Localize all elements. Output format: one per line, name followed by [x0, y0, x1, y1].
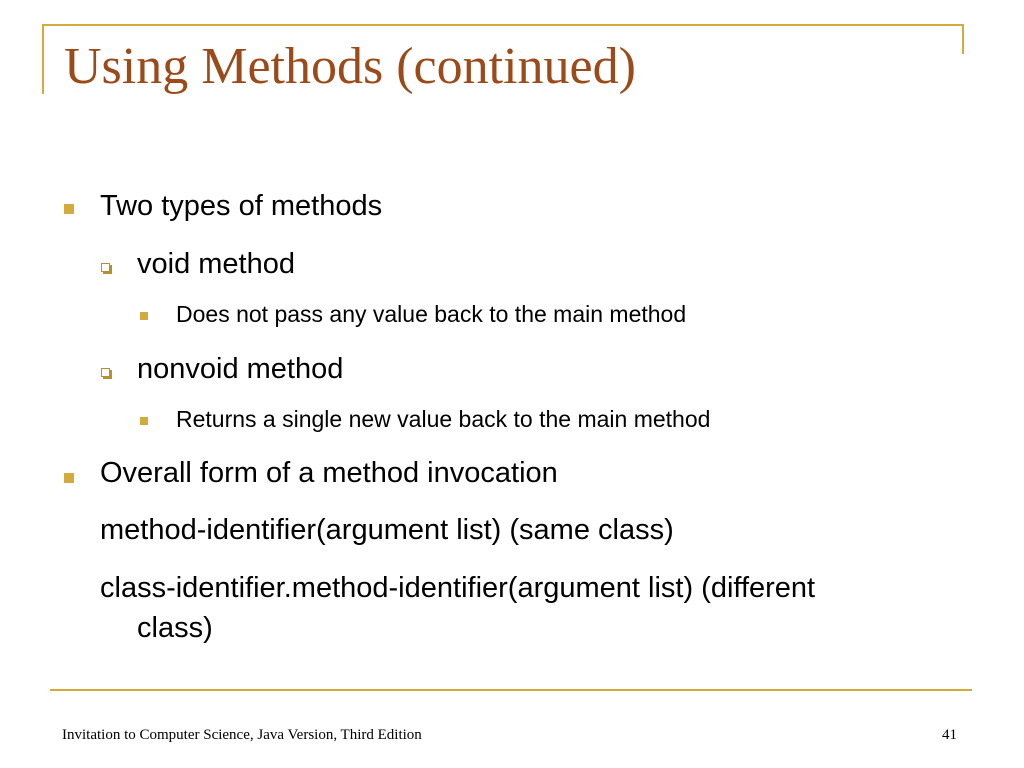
bullet-text: Overall form of a method invocation — [100, 457, 558, 489]
bullet-text: Does not pass any value back to the main method — [176, 301, 687, 327]
bullet-text: Returns a single new value back to the main method — [176, 406, 711, 432]
bullet-text: Two types of methods — [100, 190, 383, 222]
square-bullet-icon — [140, 312, 148, 320]
slide-title: Using Methods (continued) — [64, 38, 636, 95]
bullet-text: class) — [137, 612, 213, 644]
frame-right-rule — [962, 24, 964, 54]
bullet-text: void method — [137, 248, 295, 280]
square-bullet-icon — [64, 204, 74, 214]
bullet-text: nonvoid method — [137, 353, 344, 385]
square-bullet-icon — [140, 417, 148, 425]
hollow-square-bullet-icon — [101, 368, 110, 377]
frame-top-rule — [42, 24, 964, 26]
bullet-text: class-identifier.method-identifier(argument list) (different — [100, 572, 816, 604]
bullet-text: method-identifier(argument list) (same class) — [100, 514, 674, 546]
square-bullet-icon — [64, 473, 74, 483]
page-number: 41 — [942, 727, 957, 743]
hollow-square-bullet-icon — [101, 263, 110, 272]
footer-text: Invitation to Computer Science, Java Version, Third Edition — [62, 727, 422, 743]
frame-left-rule — [42, 24, 44, 94]
footer-rule — [50, 689, 972, 691]
